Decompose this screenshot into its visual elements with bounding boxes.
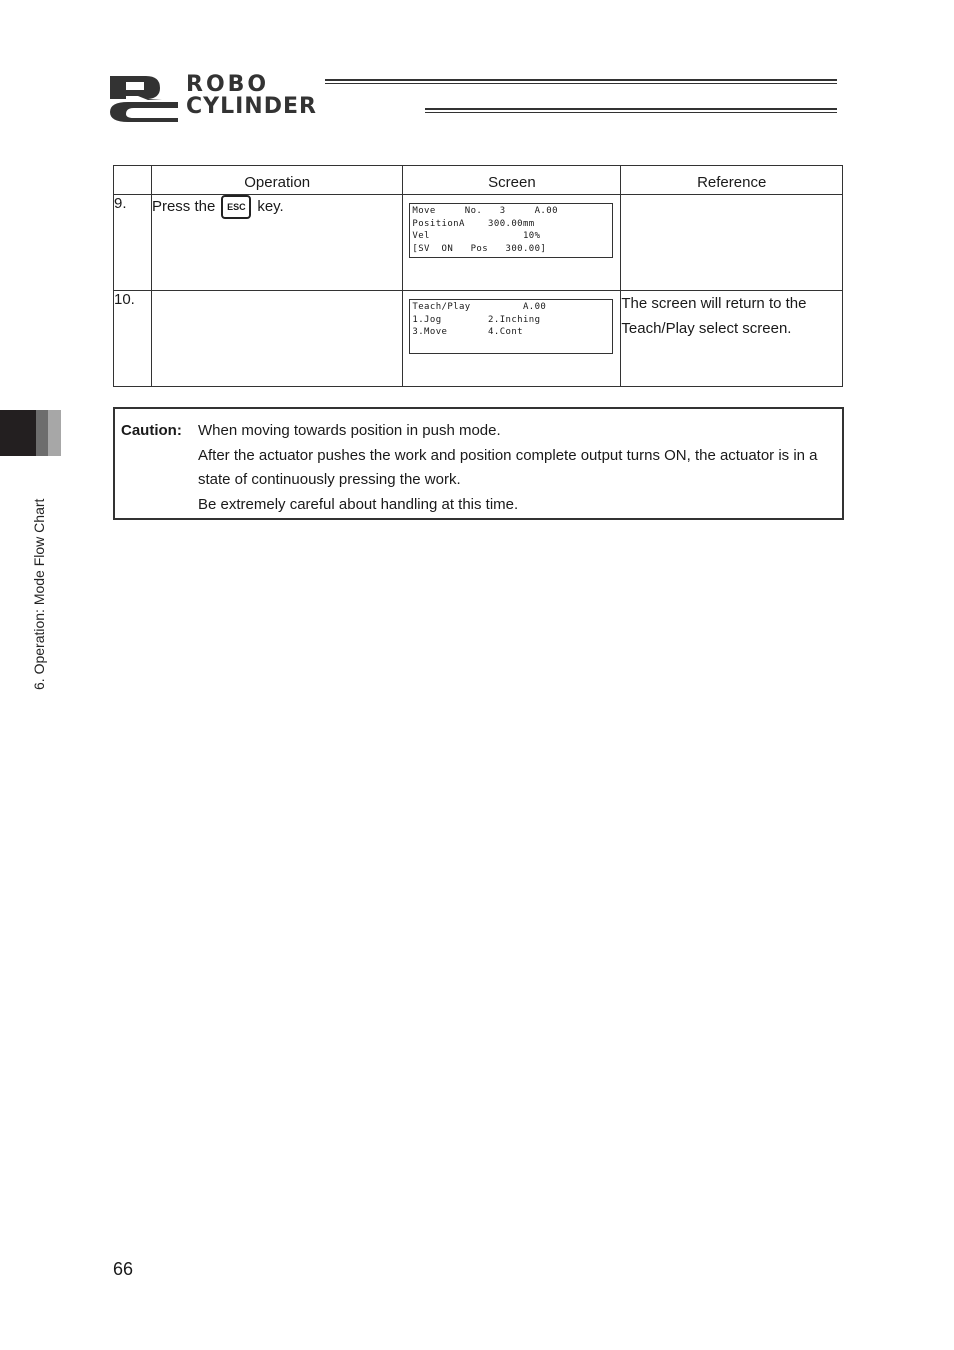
header-rule-bottom [425, 108, 837, 113]
lcd-line: Vel 10% [412, 231, 541, 241]
chapter-tab-mid [36, 410, 48, 456]
lcd-line-blank [410, 339, 612, 352]
esc-key-icon: ESC [221, 195, 251, 219]
table-row [114, 291, 843, 387]
screen-cell [403, 291, 621, 387]
table-header-row [114, 166, 843, 195]
chapter-side-label: 6. Operation: Mode Flow Chart [31, 498, 47, 690]
logo-cylinder-text: CYLINDER [186, 94, 317, 119]
header-reference: Reference [621, 166, 843, 195]
reference-cell [621, 195, 843, 291]
operation-prefix: Press the [151, 197, 216, 215]
step-number: 10. [114, 291, 152, 387]
lcd-line: Move No. 3 A.00 [412, 206, 558, 216]
screen-cell [403, 195, 621, 291]
header-rule-top [325, 79, 837, 84]
lcd-line: [SV ON Pos 300.00] [412, 243, 547, 254]
chapter-tab [0, 410, 61, 456]
header-screen: Screen [403, 166, 621, 195]
lcd-line: PositionA 300.00mm [412, 218, 535, 229]
caution-line: When moving towards position in push mode. [198, 422, 501, 439]
lcd-screen [409, 299, 613, 354]
operation-suffix: key. [257, 197, 284, 215]
caution-body [198, 419, 838, 517]
lcd-line: Teach/Play A.00 [412, 302, 547, 312]
reference-cell: The screen will return to the Teach/Play select screen. [621, 291, 843, 387]
caution-line: After the actuator pushes the work and position complete output turns ON, the actuator is in a state of continuously pressing the work. [198, 446, 818, 488]
chapter-tab-dark [0, 410, 36, 456]
lcd-screen [409, 203, 613, 258]
lcd-line: 1.Jog 2.Inching [412, 314, 541, 325]
page-number: 66 [113, 1259, 134, 1279]
step-number: 9. [114, 195, 152, 291]
logo-robo-text: ROBO [186, 72, 270, 97]
operation-cell [151, 195, 402, 291]
table-row [114, 195, 843, 291]
caution-line: Be extremely careful about handling at this time. [198, 495, 519, 513]
header-step [114, 166, 152, 195]
operation-cell [151, 291, 402, 387]
chapter-tab-light [48, 410, 61, 456]
operation-table [113, 165, 843, 387]
rc-emblem-icon [108, 72, 188, 124]
header-operation: Operation [151, 166, 402, 195]
caution-box [113, 407, 844, 520]
lcd-line: 3.Move 4.Cont [412, 327, 523, 337]
caution-label: Caution: [121, 422, 182, 439]
